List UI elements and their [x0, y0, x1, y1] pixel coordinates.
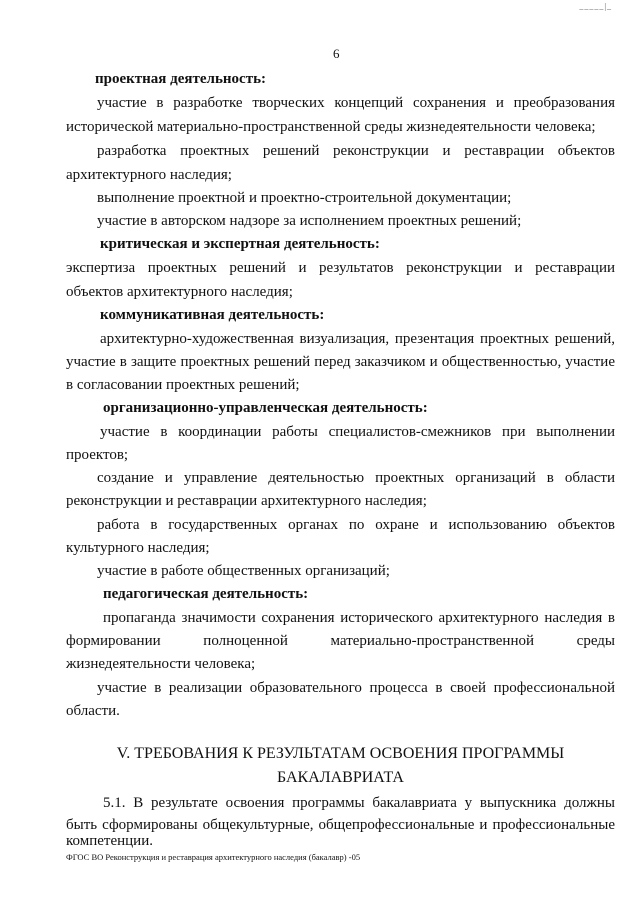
text-line: участие в авторском надзоре за исполнением проектных решений;	[97, 213, 522, 229]
text-line: формировании полноценной материально-пространственной среды	[66, 633, 615, 649]
text-line: исторической материально-пространственной среды жизнедеятельности человека;	[66, 119, 596, 135]
paragraph-5-1-line: быть сформированы общекультурные, общепрофессиональные и профессиональные	[66, 817, 615, 833]
text-line: участие в работе общественных организаций;	[97, 563, 390, 579]
page-number: 6	[333, 46, 340, 61]
heading-organizational-activity: организационно-управленческая деятельность:	[103, 400, 428, 416]
text-line: разработка проектных решений реконструкции и реставрации объектов	[97, 143, 615, 159]
heading-expert-activity: критическая и экспертная деятельность:	[100, 236, 380, 252]
paragraph-5-1-line: компетенции.	[66, 833, 153, 849]
text-line: области.	[66, 703, 120, 719]
text-line: архитектурного наследия;	[66, 167, 232, 183]
text-line: в согласовании проектных решений;	[66, 377, 300, 393]
chapter-heading-line-1: V. ТРЕБОВАНИЯ К РЕЗУЛЬТАТАМ ОСВОЕНИЯ ПРОГРАММЫ	[116, 745, 565, 762]
heading-communicative-activity: коммуникативная деятельность:	[100, 307, 325, 323]
text-line: создание и управление деятельностью проектных организаций в области	[97, 470, 615, 486]
text-line: участие в разработке творческих концепций сохранения и преобразования	[97, 95, 615, 111]
chapter-heading-line-2: БАКАЛАВРИАТА	[277, 769, 404, 786]
text-line: экспертиза проектных решений и результатов реконструкции и реставрации	[66, 260, 615, 276]
text-line: выполнение проектной и проектно-строительной документации;	[97, 190, 512, 206]
text-line: работа в государственных органах по охране и использованию объектов	[97, 517, 615, 533]
text-line: пропаганда значимости сохранения исторического архитектурного наследия в	[103, 610, 615, 626]
text-line: объектов архитектурного наследия;	[66, 284, 293, 300]
text-line: участие в координации работы специалистов-смежников при выполнении	[100, 424, 615, 440]
text-line: культурного наследия;	[66, 540, 210, 556]
text-line: участие в реализации образовательного процесса в своей профессиональной	[97, 680, 615, 696]
heading-pedagogical-activity: педагогическая деятельность:	[103, 586, 309, 602]
scan-corner-marks: _____|_	[579, 2, 612, 11]
paragraph-5-1-line: 5.1. В результате освоения программы бакалавриата у выпускника должны	[103, 795, 615, 811]
text-line: жизнедеятельности человека;	[66, 656, 256, 672]
heading-project-activity: проектная деятельность:	[95, 71, 266, 87]
text-line: реконструкции и реставрации архитектурного наследия;	[66, 493, 427, 509]
text-line: проектов;	[66, 447, 129, 463]
text-line: архитектурно-художественная визуализация, презентация проектных решений,	[100, 331, 615, 347]
text-line: участие в защите проектных решений перед заказчиком и общественностью, участие	[66, 354, 615, 370]
document-footer: ФГОС ВО Реконструкция и реставрация архитектурного наследия (бакалавр) -05	[66, 852, 361, 862]
